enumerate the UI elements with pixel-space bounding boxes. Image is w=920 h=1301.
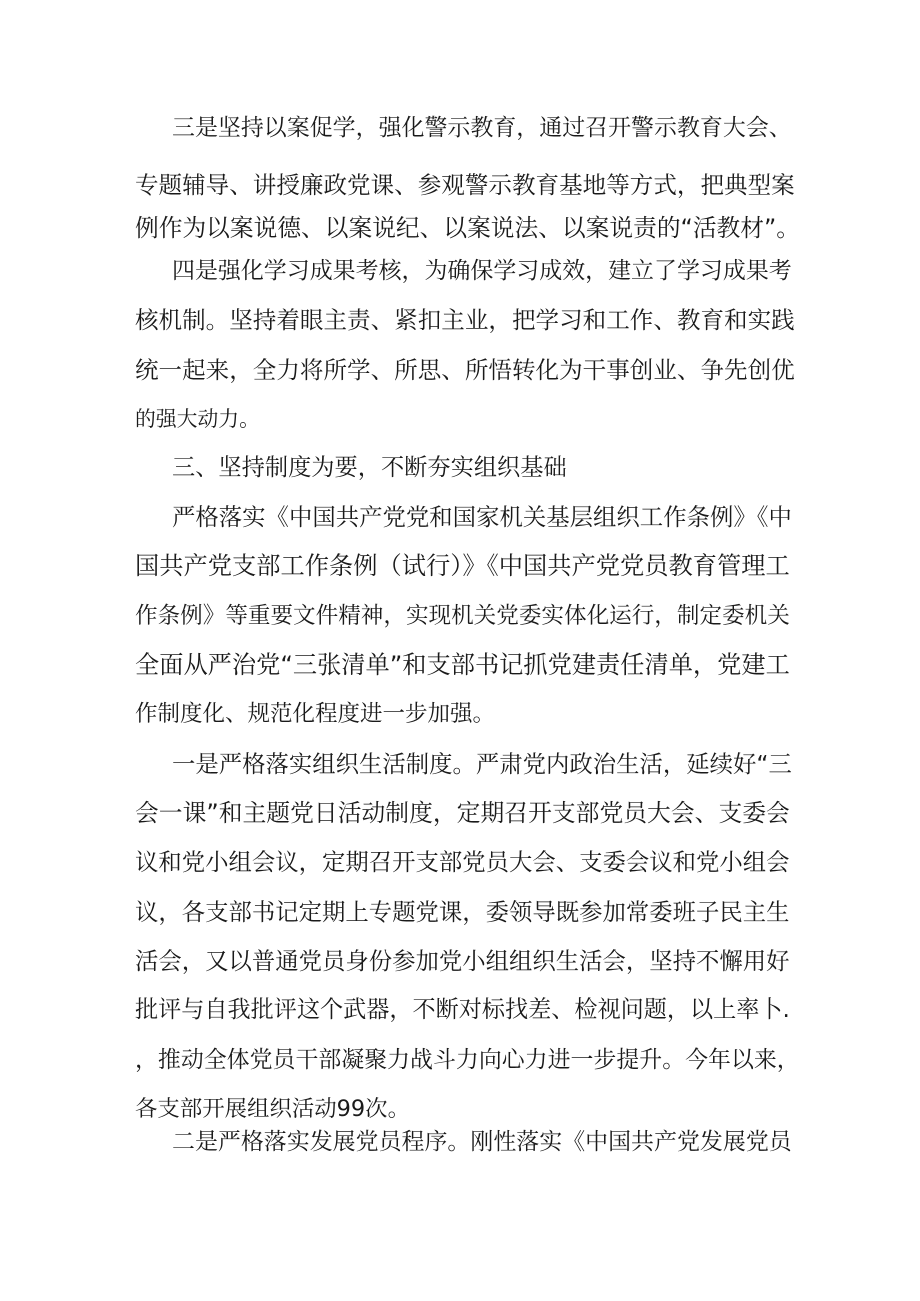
text-line: 严格落实《中国共产党党和国家机关基层组织工作条例》《中: [172, 503, 792, 531]
text-line: 议，各支部书记定期上专题党课，委领导既参加常委班子民主生: [135, 898, 790, 926]
text-line: 作条例》等重要文件精神，实现机关党委实体化运行，制定委机关: [135, 603, 790, 629]
text-line: 三是坚持以案促学，强化警示教育，通过召开警示教育大会、: [172, 115, 792, 141]
text-line: 一是严格落实组织生活制度。严肃党内政治生活，延续好“三: [172, 750, 792, 778]
text-line: 核机制。坚持着眼主责、紧扣主业，把学习和工作、教育和实践: [135, 306, 795, 334]
text-line: 活会，又以普通党员身份参加党小组组织生活会，坚持不懈用好: [135, 947, 790, 975]
text-line: 专题辅导、讲授廉政党课、参观警示教育基地等方式，把典型案: [135, 171, 795, 199]
text-line: 全面从严治党“三张清单”和支部书记抓党建责任清单，党建工: [135, 651, 790, 679]
section-heading: 三、坚持制度为要，不断夯实组织基础: [172, 454, 567, 481]
text-line: 例作为以案说德、以案说纪、以案说法、以案说责的“活教材”。: [135, 214, 800, 242]
text-line: 的强大动力。: [135, 407, 260, 431]
text-line: 议和党小组会议，定期召开支部党员大会、支委会议和党小组会: [135, 848, 790, 876]
text-line: 各支部开展组织活动99次。: [135, 1096, 410, 1122]
text-line: 作制度化、规范化程度进一步加强。: [135, 701, 495, 727]
text-line: 会一课”和主题党日活动制度，定期召开支部党员大会、支委会: [135, 799, 790, 827]
text-line: ，推动全体党员干部凝聚力战斗力向心力进一步提升。今年以来，: [135, 1047, 800, 1073]
text-line: 二是严格落实发展党员程序。刚性落实《中国共产党发展党员: [172, 1129, 792, 1155]
text-line: 国共产党支部工作条例（试行）》《中国共产党党员教育管理工: [135, 551, 790, 580]
text-line: 四是强化学习成果考核，为确保学习成效，建立了学习成果考: [172, 258, 792, 284]
text-line: 统一起来，全力将所学、所思、所悟转化为干事创业、争先创优: [135, 356, 795, 384]
text-line: 批评与自我批评这个武器，不断对标找差、检视问题，以上率卜.: [135, 997, 790, 1023]
